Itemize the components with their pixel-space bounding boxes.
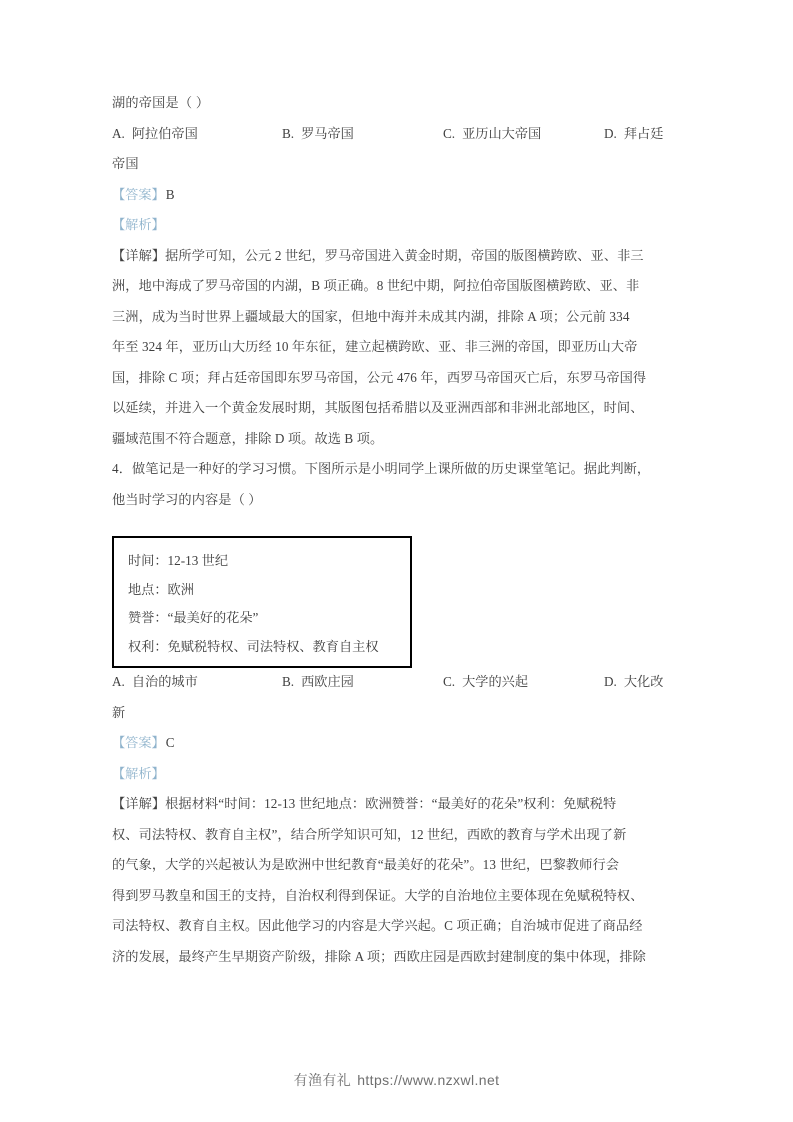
- q3-option-d[interactable]: [604, 119, 663, 150]
- note-box-inner: [114, 538, 410, 661]
- footer-watermark: [0, 1070, 793, 1090]
- q3-analysis-line: [112, 210, 682, 241]
- q4-detail-line-2: 权、司法特权、教育自主权”，结合所学知识可知，12 世纪，西欧的教育与学术出现了新: [112, 826, 627, 842]
- q4-option-d-text: 大化改: [623, 674, 664, 689]
- q4-option-a-label: A.: [112, 674, 125, 689]
- q3-option-d-text: 拜占廷: [623, 125, 664, 141]
- footer-brand: 有渔有礼: [293, 1074, 352, 1089]
- q3-option-c[interactable]: [443, 119, 541, 150]
- note-row-place: 地点：欧洲: [128, 581, 194, 597]
- q4-option-a-text: 自治的城市: [131, 674, 198, 689]
- q4-options-row: [112, 667, 682, 698]
- q3-option-wrap: 帝国: [112, 156, 139, 171]
- q3-option-d-label: D.: [604, 125, 617, 141]
- q3-option-c-label: C.: [443, 125, 456, 141]
- history-note-box: [112, 536, 412, 668]
- footer-url: https://www.nzxwl.net: [357, 1072, 500, 1088]
- q4-option-d-label: D.: [604, 674, 617, 689]
- q3-option-b-label: B.: [282, 125, 295, 141]
- q3-stem-tail: 湖的帝国是（ ）: [112, 95, 210, 110]
- q3-detail-line-5: 国，排除 C 项；拜占廷帝国即东罗马帝国，公元 476 年，西罗马帝国灭亡后，东罗马帝国得: [112, 369, 647, 385]
- q4-detail-line-3: 的气象，大学的兴起被认为是欧洲中世纪教育“最美好的花朵”。13 世纪，巴黎教师行会: [112, 857, 620, 872]
- q3-option-b-text: 罗马帝国: [301, 125, 354, 141]
- q4-option-c[interactable]: [443, 667, 528, 698]
- q4-option-b-label: B.: [282, 674, 295, 689]
- q3-detail-line-3: 三洲，成为当时世界上疆域最大的国家，但地中海并未成其内湖，排除 A 项；公元前 334: [112, 308, 630, 324]
- q3-detail-line-2: 洲，地中海成了罗马帝国的内湖，B 项正确。8 世纪中期，阿拉伯帝国版图横跨欧、亚、非: [112, 278, 640, 293]
- q4-option-a[interactable]: [112, 667, 198, 698]
- note-row-rights: 权利：免赋税特权、司法特权、教育自主权: [128, 638, 379, 654]
- q4-answer-tag: 【答案】: [112, 735, 165, 750]
- q3-answer-value: B: [165, 186, 175, 202]
- q4-detail-line-5: 司法特权、教育自主权。因此他学习的内容是大学兴起。C 项正确；自治城市促进了商品经: [112, 918, 643, 933]
- q3-analysis-tag: 【解析】: [112, 217, 165, 232]
- q3-detail-line-7: 疆域范围不符合题意，排除 D 项。故选 B 项。: [112, 430, 384, 446]
- note-row-time: 时间：12-13 世纪: [128, 553, 229, 568]
- q3-answer-line: [112, 180, 682, 211]
- q3-option-c-text: 亚历山大帝国: [462, 125, 542, 141]
- q3-option-a-label: A.: [112, 125, 125, 141]
- q4-option-c-label: C.: [443, 674, 456, 689]
- q3-option-a[interactable]: [112, 119, 198, 150]
- q3-detail-line-4: 年至 324 年，亚历山大历经 10 年东征，建立起横跨欧、亚、非三洲的帝国，即亚历山大帝: [112, 339, 638, 354]
- q4-option-c-text: 大学的兴起: [462, 674, 529, 689]
- q3-detail-line-6: 以延续，并进入一个黄金发展时期，其版图包括希腊以及亚洲西部和非洲北部地区，时间、: [112, 400, 644, 415]
- q3-option-a-text: 阿拉伯帝国: [131, 125, 198, 141]
- q4-stem-line-1: 4．做笔记是一种好的学习习惯。下图所示是小明同学上课所做的历史课堂笔记。据此判断，: [112, 461, 651, 476]
- q4-answer-value: C: [165, 735, 175, 750]
- q4-detail-line-4: 得到罗马教皇和国王的支持，自治权利得到保证。大学的自治地位主要体现在免赋税特权、: [112, 887, 644, 903]
- q4-detail-line-1: 【详解】根据材料“时间：12-13 世纪地点：欧洲赞誉：“最美好的花朵”权利：免赋税特: [112, 796, 617, 811]
- q3-answer-tag: 【答案】: [112, 186, 165, 202]
- q4-option-b-text: 西欧庄园: [301, 674, 354, 689]
- q4-analysis-tag: 【解析】: [112, 765, 165, 781]
- q4-option-b[interactable]: [282, 667, 354, 698]
- q3-option-b[interactable]: [282, 119, 354, 150]
- q4-analysis-line: [112, 759, 682, 790]
- q4-detail-line-6: 济的发展，最终产生早期资产阶级，排除 A 项；西欧庄园是西欧封建制度的集中体现，排除: [112, 948, 646, 964]
- q4-stem-line-2: 他当时学习的内容是（ ）: [112, 491, 262, 507]
- q4-answer-line: [112, 728, 682, 759]
- document-content: [112, 88, 682, 972]
- q4-option-d[interactable]: [604, 667, 663, 698]
- q3-detail-line-1: 【详解】据所学可知，公元 2 世纪，罗马帝国进入黄金时期，帝国的版图横跨欧、亚、非三: [112, 247, 644, 263]
- q4-option-wrap: 新: [112, 704, 126, 720]
- note-row-praise: 赞誉：“最美好的花朵”: [128, 610, 259, 625]
- q3-options-row: [112, 119, 682, 150]
